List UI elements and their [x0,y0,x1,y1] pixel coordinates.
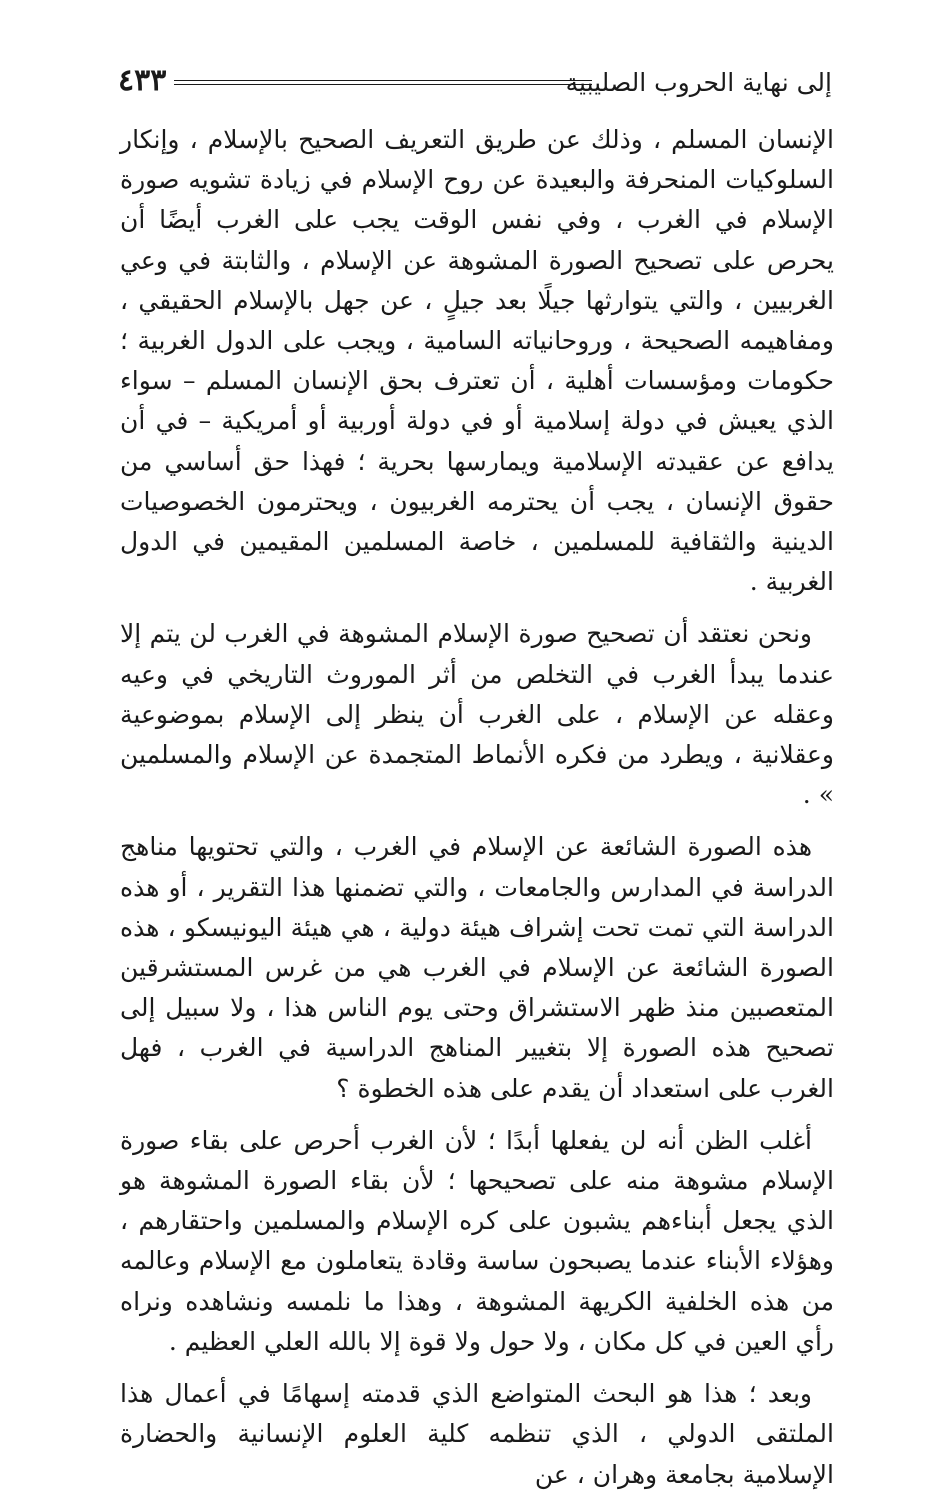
paragraph-2: ونحن نعتقد أن تصحيح صورة الإسلام المشوهة في الغرب لن يتم إلا عندما يبدأ الغرب في التخلص من أثر الموروث التاريخي في وعيه وعقله عن الإسلام ، على الغرب أن ينظر إلى الإسلام بموضوعية وعقلانية ، ويطرد من فكره الأنماط المتجمدة عن الإسلام والمسلمين » . [120,619,834,810]
paragraph-5: وبعد ؛ هذا هو البحث المتواضع الذي قدمته إسهامًا في أعمال هذا الملتقى الدولي ، الذي تنظمه كلية العلوم الإنسانية والحضارة الإسلامية بجامعة وهران ، عن [120,1379,834,1489]
paragraph-1: الإنسان المسلم ، وذلك عن طريق التعريف الصحيح بالإسلام ، وإنكار السلوكيات المنحرفة والبعيدة عن روح الإسلام في زيادة تشويه صورة الإسلام في الغرب ، وفي نفس الوقت يجب على الغرب أيضًا أن يحرص على تصحيح الصورة المشوهة عن الإسلام ، والثابتة في وعي الغربيين ، والتي يتوارثها جيلًا بعد جيلٍ ، عن جهل بالإسلام الحقيقي ، ومفاهيمه الصحيحة ، وروحانياته السامية ، ويجب على الدول الغربية ؛ حكومات ومؤسسات أهلية ، أن تعترف بحق الإنسان المسلم – سواء الذي يعيش في دولة إسلامية أو في دولة أوربية أو أمريكية – في أن يدافع عن عقيدته الإسلامية ويمارسها بحرية ؛ فهذا حق أساسي من حقوق الإنسان ، يجب أن يحترمه الغربيون ، ويحترمون الخصوصيات الدينية والثقافية للمسلمين ، خاصة المسلمين المقيمين في الدول الغربية . [120,125,834,597]
page-header [118,62,832,106]
paragraph-4: أغلب الظن أنه لن يفعلها أبدًا ؛ لأن الغرب أحرص على بقاء صورة الإسلام مشوهة منه على تصحيحها ؛ لأن بقاء الصورة المشوهة هو الذي يجعل أبناءهم يشبون على كره الإسلام والمسلمين واحتقارهم ، وهؤلاء الأبناء عندما يصبحون ساسة وقادة يتعاملون مع الإسلام وعالمه من هذه الخلفية الكريهة المشوهة ، وهذا ما نلمسه ونشاهده ونراه رأي العين في كل مكان ، ولا حول ولا قوة إلا بالله العلي العظيم . [120,1125,834,1356]
paragraph-3: هذه الصورة الشائعة عن الإسلام في الغرب ، والتي تحتويها مناهج الدراسة في المدارس والجامعات ، والتي تضمنها هذا التقرير ، أو هذه الدراسة التي تمت تحت إشراف هيئة دولية ، هي هيئة اليونيسكو ، هذه الصورة الشائعة عن الإسلام في الغرب هي من غرس المستشرقين المتعصبين منذ ظهر الاستشراق وحتى يوم الناس هذا ، ولا سبيل إلى تصحيح هذه الصورة إلا بتغيير المناهج الدراسية في الغرب ، فهل الغرب على استعداد أن يقدم على هذه الخطوة ؟ [120,832,834,1103]
running-title: إلى نهاية الحروب الصليبية [565,68,832,97]
body-text [120,120,834,1495]
page-number: ٤٣٣ [118,63,167,98]
header-rule [174,80,592,85]
